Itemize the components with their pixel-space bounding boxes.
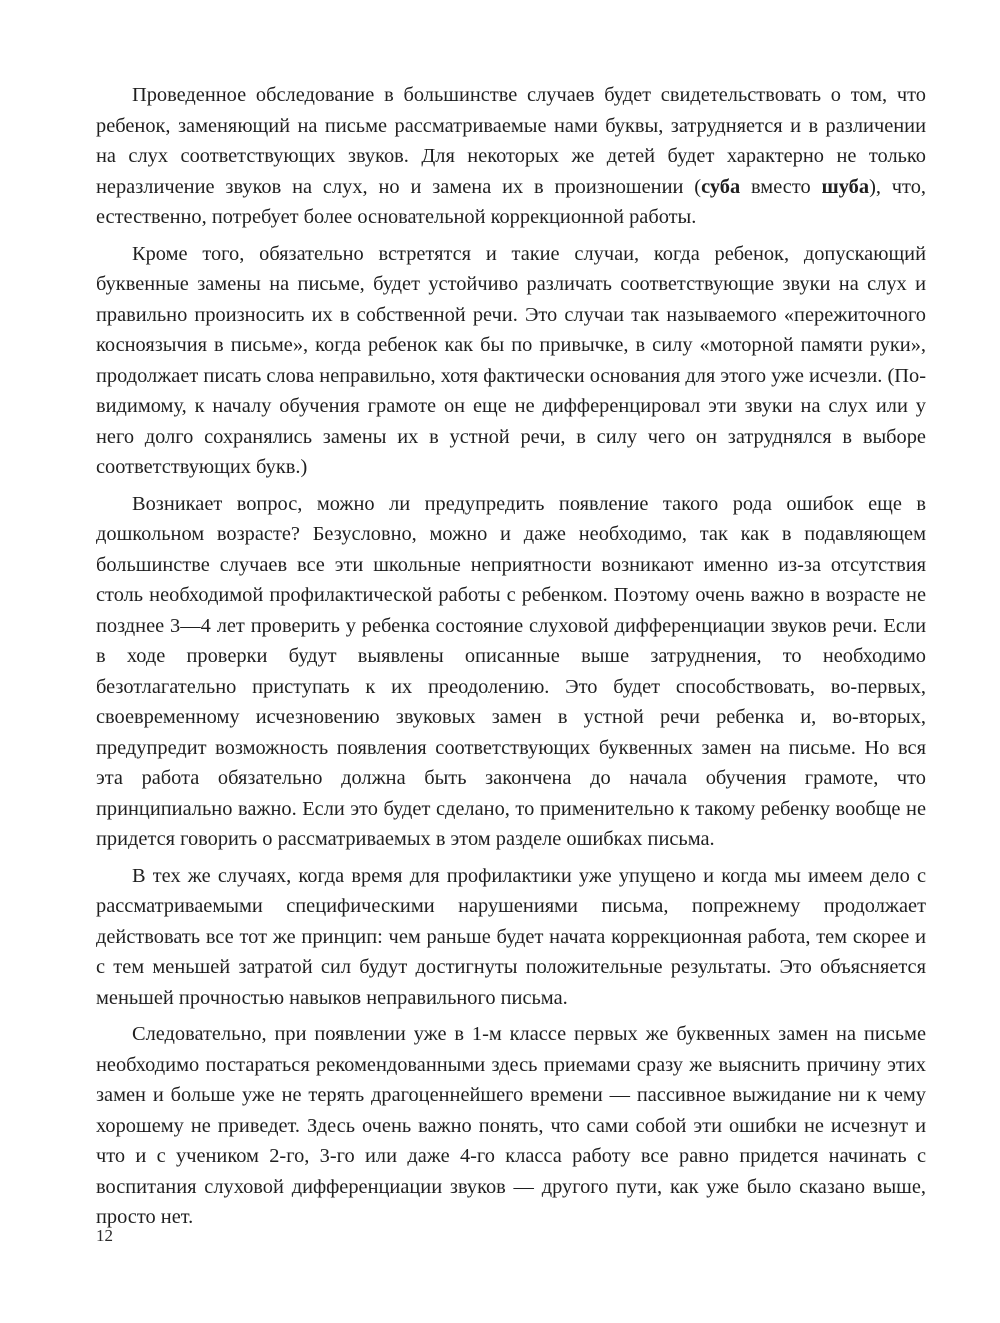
page-number: 12 <box>96 1226 113 1245</box>
emphasis-shuba: шуба <box>821 175 870 198</box>
paragraph-1-text-c: ), что, естественно, потребует более основательной коррекционной работы. <box>96 175 926 228</box>
paragraph-2: Кроме того, обязательно встретятся и такие случаи, когда ребенок, допускающий буквенные замены на письме, будет устойчиво различать соответствующие звуки на слух и правильно произносить их в собственной речи. Это случаи так называемого «пережиточного косноязычия в письме», когда ребенок как бы по привычке, в силу «моторной памяти руки», продолжает писать слова неправильно, хотя фактически основания для этого уже исчезли. (По-видимому, к началу обучения грамоте он еще не дифференцировал эти звуки на слух или у него долго сохранялись замены их в устной речи, в силу чего он затруднялся в выборе соответствующих букв.) <box>96 242 926 478</box>
paragraph-1-text-a: Проведенное обследование в большинстве случаев будет свидетельствовать о том, что ребенок, заменяющий на письме рассматриваемые нами буквы, затрудняется и в различении на слух соответствующих звуков. Для некоторых же детей будет характерно не только неразличение звуков на слух, но и замена их в произношении ( <box>96 84 926 198</box>
paragraph-4: В тех же случаях, когда время для профилактики уже упущено и когда мы имеем дело с рассматриваемыми специфическими нарушениями письма, попрежнему продолжает действовать все тот же принцип: чем раньше будет начата коррекционная работа, тем скорее и с тем меньшей затратой сил будут достигнуты положительные результаты. Это объясняется меньшей прочностью навыков неправильного письма. <box>96 864 926 1009</box>
emphasis-suba: суба <box>701 175 741 198</box>
paragraph-5: Следовательно, при появлении уже в 1-м классе первых же буквенных замен на письме необходимо постараться рекомендованными здесь приемами сразу же выяснить причину этих замен и больше уже не терять драгоценнейшего времени — пассивное выжидание ни к чему хорошему не приведет. Здесь очень важно понять, что сами собой эти ошибки не исчезнут и что и с учеником 2-го, 3-го или даже 4-го класса работу все равно придется начинать с воспитания слуховой дифференциации звуков — другого пути, как уже было сказано выше, просто нет. <box>96 1023 926 1228</box>
paragraph-1-text-b: вместо <box>740 175 822 198</box>
paragraph-3: Возникает вопрос, можно ли предупредить появление такого рода ошибок еще в дошкольном возрасте? Безусловно, можно и даже необходимо, так как в подавляющем большинстве случаев все эти школьные неприятности возникают именно из-за отсутствия столь необходимой профилактической работы с ребенком. Поэтому очень важно в возрасте не позднее 3—4 лет проверить у ребенка состояние слуховой дифференциации звуков речи. Если в ходе проверки будут выявлены описанные выше затруднения, то необходимо безотлагательно приступать к их преодолению. Это будет способствовать, во-первых, своевременному исчезновению звуковых замен в устной речи ребенка и, во-вторых, предупредит возможность появления соответствующих буквенных замен на письме. Но вся эта работа обязательно должна быть закончена до начала обучения грамоте, что принципиально важно. Если это будет сделано, то применительно к такому ребенку вообще не придется говорить о рассматриваемых в этом разделе ошибках письма. <box>96 492 926 850</box>
body-text <box>96 80 926 1239</box>
paragraph-1 <box>96 80 926 233</box>
